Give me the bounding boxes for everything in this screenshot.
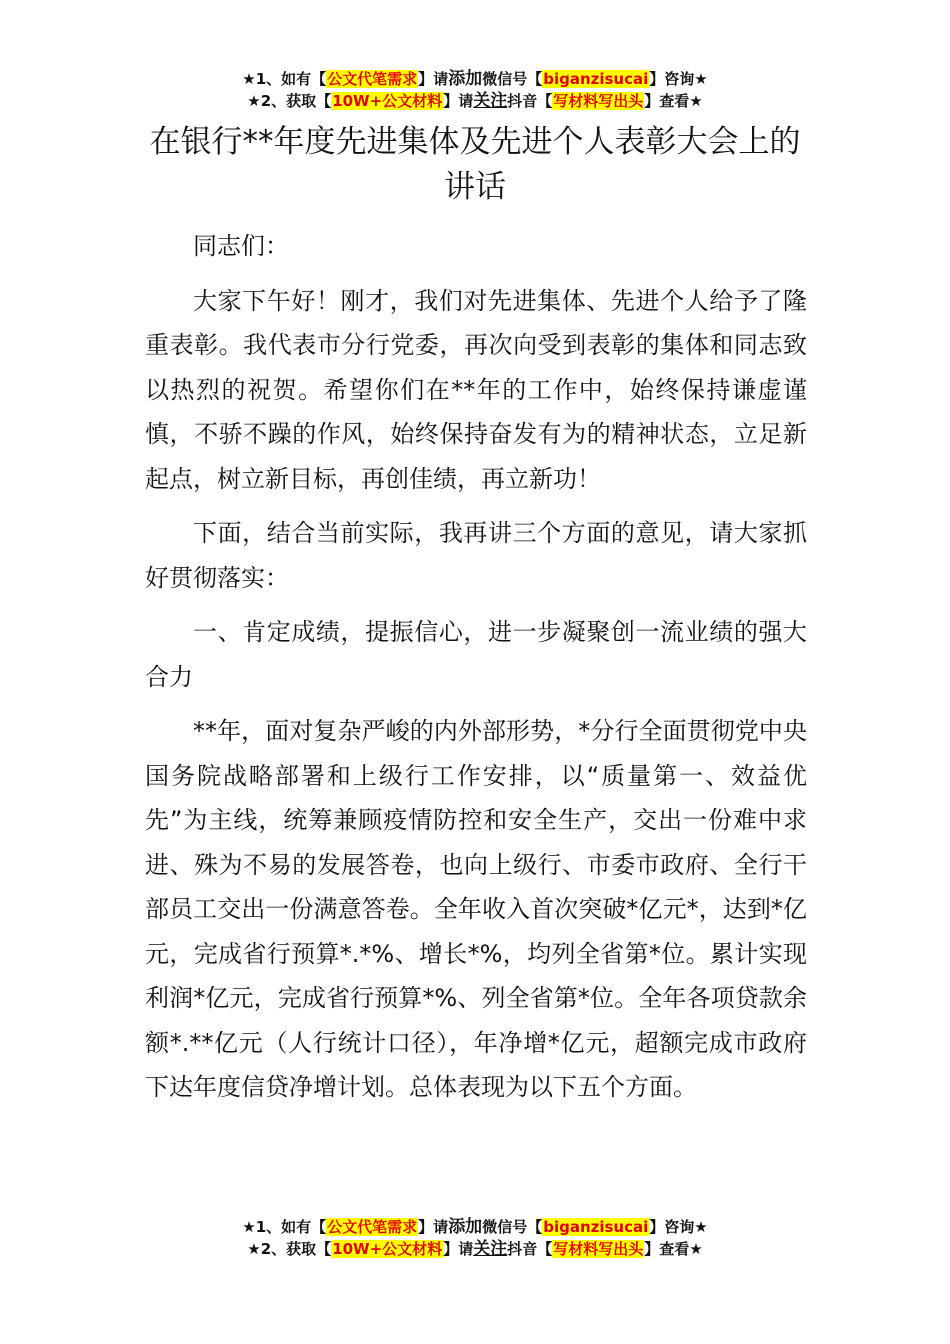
promo-highlight: 10W+公文材料 [332, 1240, 443, 1258]
promo-text: 】咨询★ [649, 1218, 708, 1236]
promo-text: 】请 [443, 1240, 474, 1258]
promo-emphasis: 关注 [473, 91, 508, 111]
promo-line-2 [0, 90, 950, 112]
promo-text: 微信号【 [482, 1218, 543, 1236]
promo-text: 】查看★ [644, 1240, 703, 1258]
promo-text: ★1、如有【 [242, 1218, 327, 1236]
body-paragraph: 下面，结合当前实际，我再讲三个方面的意见，请大家抓好贯彻落实： [145, 519, 807, 592]
promo-text: 】请 [418, 70, 449, 88]
promo-emphasis: 添加 [448, 69, 483, 89]
promo-text: 】查看★ [644, 92, 703, 110]
promo-text: 】请 [443, 92, 474, 110]
promo-line-1 [0, 68, 950, 90]
promo-emphasis: 关注 [473, 1239, 508, 1259]
promo-text: 抖音【 [507, 92, 553, 110]
promo-emphasis: 添加 [448, 1217, 483, 1237]
promo-text: 微信号【 [482, 70, 543, 88]
body-paragraph: **年，面对复杂严峻的内外部形势，*分行全面贯彻党中央国务院战略部署和上级行工作安排，以“质量第一、效益优先”为主线，统筹兼顾疫情防控和安全生产，交出一份难中求进、殊为不易的发展答卷，也向上级行、市委市政府、全行干部员工交出一份满意答卷。全年收入首次突破*亿元*，达到*亿元，完成省行预算*.*%、增长*%，均列全省第*位。累计实现利润*亿元，完成省行预算*%、列全省第*位。全年各项贷款余额*.**亿元（人行统计口径），年净增*亿元，超额完成市政府下达年度信贷净增计划。总体表现为以下五个方面。 [145, 717, 807, 1101]
promo-line-1 [0, 1216, 950, 1238]
promo-text: ★2、获取【 [247, 92, 332, 110]
document-title: 在银行**年度先进集体及先进个人表彰大会上的讲话 [149, 124, 801, 205]
promo-text: 】请 [418, 1218, 449, 1236]
salutation: 同志们： [193, 232, 289, 260]
promo-highlight-douyin: 写材料写出头 [553, 92, 644, 110]
document-body [145, 224, 807, 1120]
promo-banner-top [0, 68, 950, 112]
promo-text: ★2、获取【 [247, 1240, 332, 1258]
promo-highlight-wechat: biganzisucai [543, 1218, 649, 1236]
section-heading: 一、肯定成绩，提振信心，进一步凝聚创一流业绩的强大合力 [145, 618, 807, 691]
promo-banner-bottom [0, 1216, 950, 1260]
promo-line-2 [0, 1238, 950, 1260]
body-paragraph: 大家下午好！刚才，我们对先进集体、先进个人给予了隆重表彰。我代表市分行党委，再次向受到表彰的集体和同志致以热烈的祝贺。希望你们在**年的工作中，始终保持谦虚谨慎，不骄不躁的作风，始终保持奋发有为的精神状态，立足新起点，树立新目标，再创佳绩，再立新功！ [145, 286, 807, 493]
promo-text: 抖音【 [507, 1240, 553, 1258]
promo-highlight-wechat: biganzisucai [543, 70, 649, 88]
promo-highlight-douyin: 写材料写出头 [553, 1240, 644, 1258]
promo-highlight: 10W+公文材料 [332, 92, 443, 110]
promo-highlight: 公文代笔需求 [327, 70, 418, 88]
promo-highlight: 公文代笔需求 [327, 1218, 418, 1236]
promo-text: ★1、如有【 [242, 70, 327, 88]
promo-text: 】咨询★ [649, 70, 708, 88]
